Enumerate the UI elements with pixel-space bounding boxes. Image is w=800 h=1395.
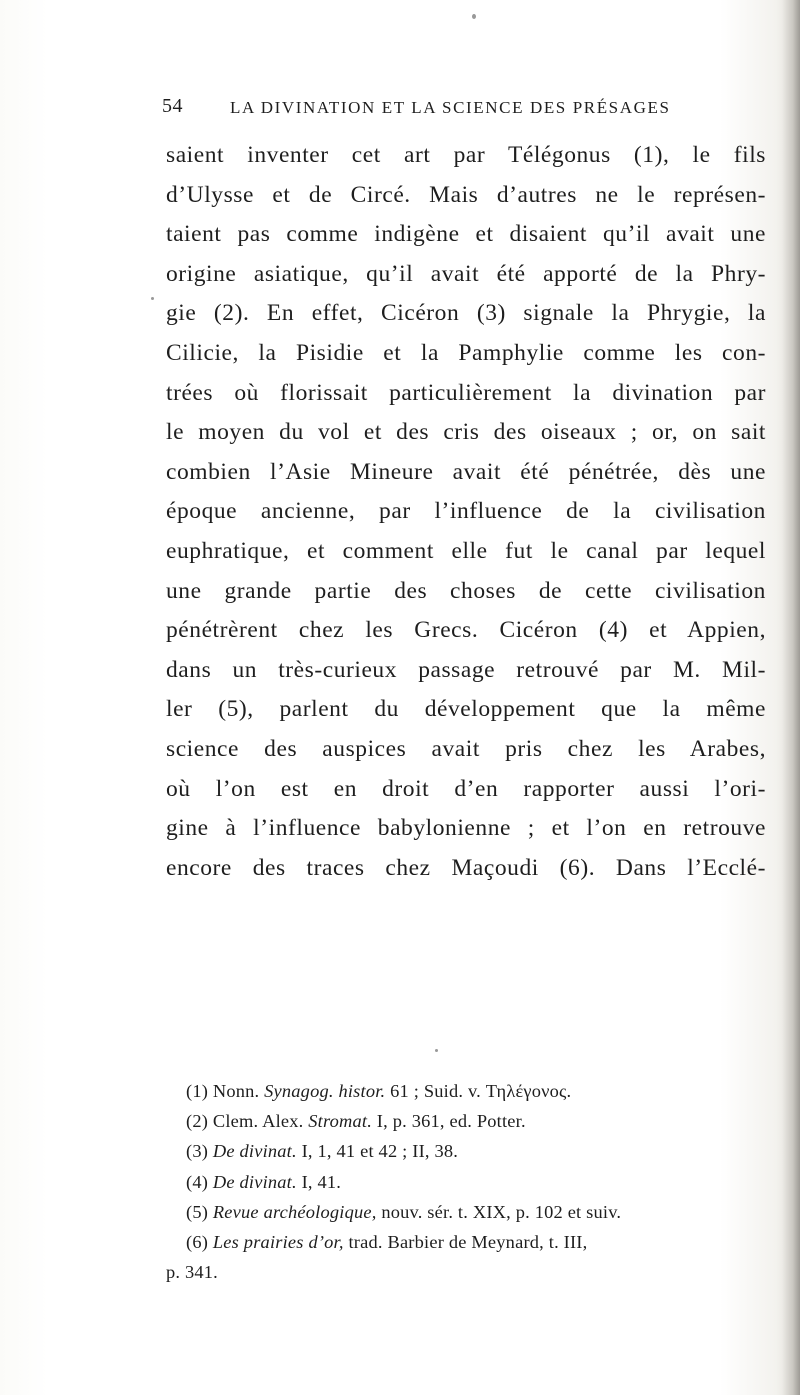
footnote-number: (2) bbox=[186, 1111, 209, 1132]
footnote-text: Nonn. bbox=[212, 1081, 265, 1101]
body-line: science des auspices avait pris chez les Arabes, bbox=[166, 735, 766, 762]
footnote-text: trad. Barbier de Meynard, t. III, bbox=[343, 1231, 588, 1252]
footnote-title: Les prairies d’or, bbox=[212, 1231, 344, 1252]
paper-speck bbox=[435, 1049, 438, 1052]
footnote-number: (3) bbox=[186, 1141, 209, 1162]
footnote bbox=[186, 1167, 766, 1197]
footnote-number: (5) bbox=[186, 1201, 209, 1222]
body-line: origine asiatique, qu’il avait été apporté de la Phry- bbox=[166, 260, 766, 287]
body-line: trées où florissait particulièrement la divination par bbox=[166, 379, 766, 406]
footnote bbox=[186, 1136, 766, 1166]
footnote bbox=[186, 1197, 766, 1227]
paper-speck bbox=[151, 297, 154, 300]
body-line: dans un très-curieux passage retrouvé par M. Mil- bbox=[166, 656, 766, 683]
footnote-text: I, 1, 41 et 42 ; II, 38. bbox=[296, 1141, 459, 1162]
body-line: époque ancienne, par l’influence de la civilisation bbox=[166, 498, 766, 525]
footnote bbox=[186, 1106, 766, 1136]
page-number: 54 bbox=[162, 95, 183, 117]
footnote-text: 61 ; Suid. v. Τηλέγονος. bbox=[385, 1081, 572, 1101]
footnote-title: Stromat. bbox=[308, 1111, 372, 1132]
body-line: encore des traces chez Maçoudi (6). Dans l’Ecclé- bbox=[166, 854, 766, 881]
footnote-title: De divinat. bbox=[212, 1141, 297, 1162]
body-line: euphratique, et comment elle fut le canal par lequel bbox=[166, 537, 766, 564]
footnote bbox=[186, 1227, 766, 1257]
footnote-text: Clem. Alex. bbox=[212, 1111, 309, 1132]
footnote-title: De divinat. bbox=[212, 1171, 297, 1192]
footnote-number: (6) bbox=[186, 1231, 209, 1252]
body-line: gine à l’influence babylonienne ; et l’on en retrouve bbox=[166, 815, 766, 842]
body-text bbox=[166, 136, 766, 888]
body-line: gie (2). En effet, Cicéron (3) signale la Phrygie, la bbox=[166, 300, 766, 327]
body-line: le moyen du vol et des cris des oiseaux ; or, on sait bbox=[166, 419, 766, 446]
footnote-text: I, 41. bbox=[296, 1171, 342, 1192]
footnote-continuation: p. 341. bbox=[166, 1262, 218, 1283]
page-edge-shadow bbox=[782, 0, 800, 1395]
running-head: LA DIVINATION ET LA SCIENCE DES PRÉSAGES bbox=[230, 98, 671, 117]
footnotes bbox=[166, 1076, 766, 1287]
paper-speck bbox=[472, 14, 476, 19]
body-line: combien l’Asie Mineure avait été pénétrée, dès une bbox=[166, 458, 766, 485]
body-line: taient pas comme indigène et disaient qu’il avait une bbox=[166, 221, 766, 248]
body-line: où l’on est en droit d’en rapporter aussi l’ori- bbox=[166, 775, 766, 802]
body-line: ler (5), parlent du développement que la même bbox=[166, 696, 766, 723]
footnote-number: (4) bbox=[186, 1171, 209, 1192]
body-line: pénétrèrent chez les Grecs. Cicéron (4) et Appien, bbox=[166, 617, 766, 644]
footnote bbox=[186, 1076, 766, 1106]
body-line: Cilicie, la Pisidie et la Pamphylie comme les con- bbox=[166, 339, 766, 366]
body-line: une grande partie des choses de cette civilisation bbox=[166, 577, 766, 604]
body-line: d’Ulysse et de Circé. Mais d’autres ne le représen- bbox=[166, 181, 766, 208]
footnote-title: Synagog. histor. bbox=[264, 1081, 386, 1101]
footnote-title: Revue archéologique, bbox=[212, 1201, 377, 1222]
footnote-text: nouv. sér. t. XIX, p. 102 et suiv. bbox=[376, 1201, 622, 1222]
body-line: saient inventer cet art par Télégonus (1), le fils bbox=[166, 142, 766, 168]
footnote-number: (1) bbox=[186, 1081, 209, 1101]
footnote-text: I, p. 361, ed. Potter. bbox=[372, 1111, 526, 1132]
